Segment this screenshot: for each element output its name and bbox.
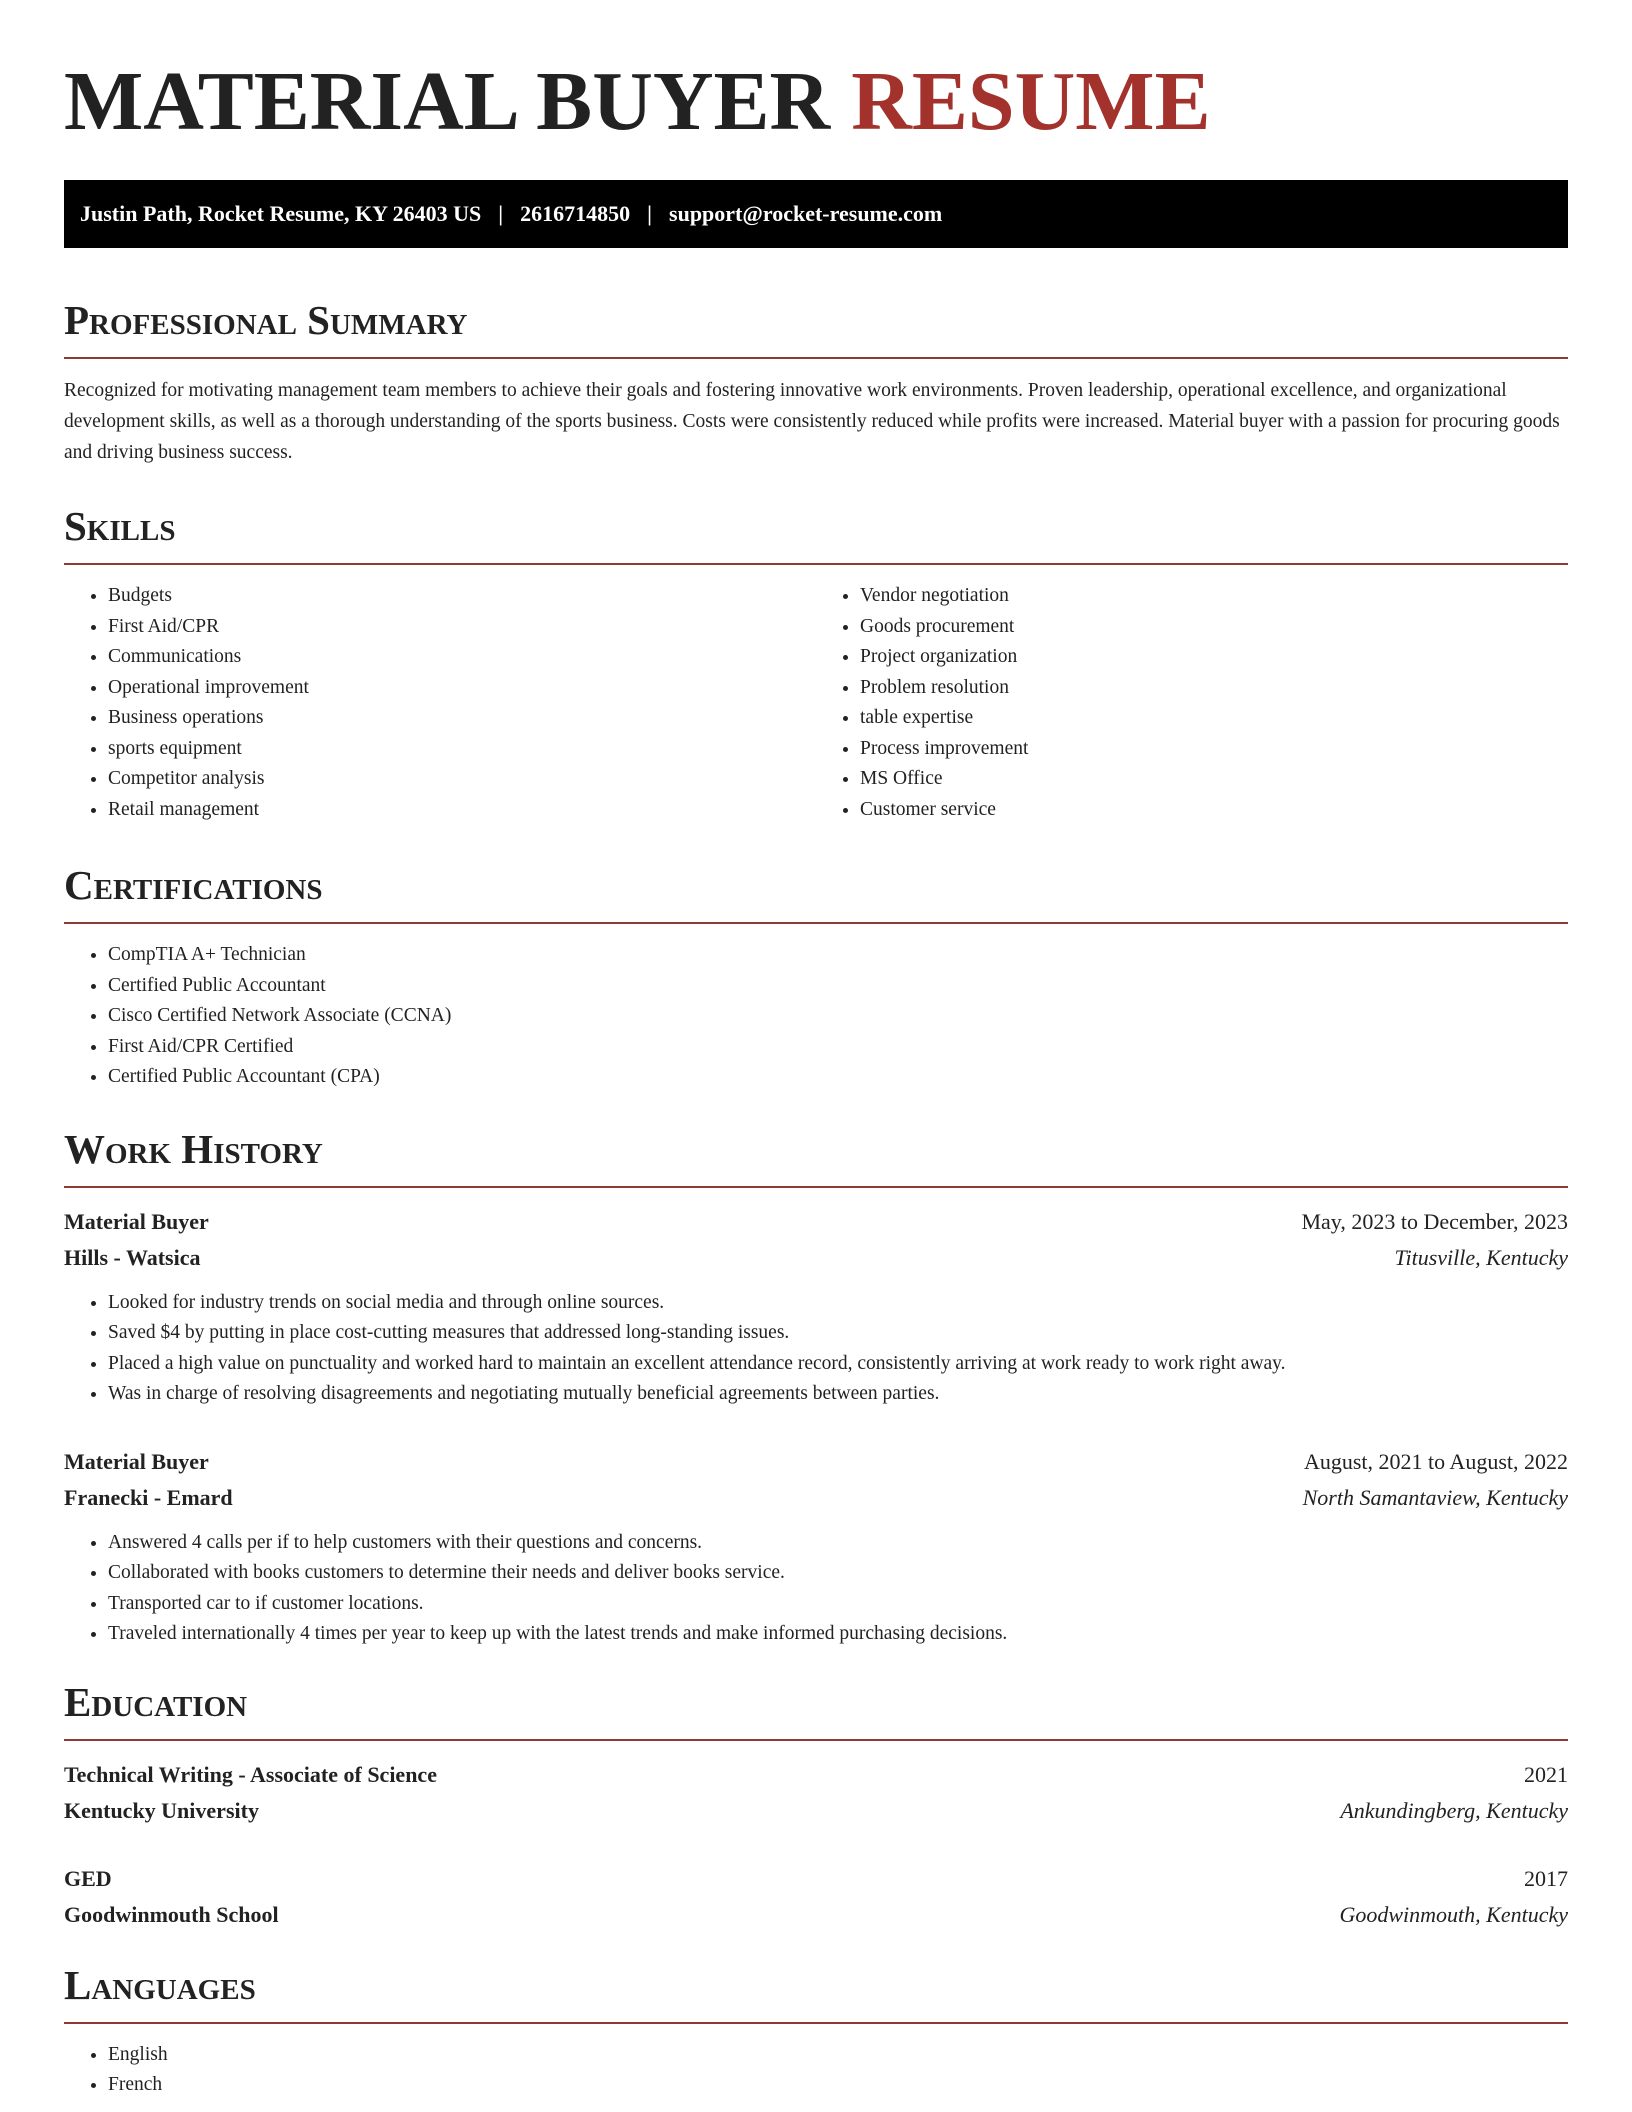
certification-item: • Certified Public Accountant [108,971,1568,1002]
skill-item: • Business operations [108,703,816,734]
job-bullet: • Collaborated with books customers to determine their needs and deliver books service. [108,1558,1568,1589]
skills-section [64,503,1568,825]
education-year: 2021 [1524,1761,1568,1787]
job-entry [64,1204,1568,1410]
job-bullets [64,1528,1568,1650]
title-accent: RESUME [851,55,1211,148]
work-history-section [64,1125,1568,1650]
skill-item: • Customer service [860,795,1568,826]
education-degree-row [64,1757,1568,1793]
job-title-row [64,1204,1568,1240]
job-dates: May, 2023 to December, 2023 [1301,1208,1568,1234]
job-title: Material Buyer [64,1208,209,1234]
education-school: Kentucky University [64,1797,259,1823]
section-heading-skills: Skills [64,506,1568,565]
job-company-row [64,1240,1568,1276]
education-degree: Technical Writing - Associate of Science [64,1761,437,1787]
certifications-section [64,862,1568,1093]
education-degree: GED [64,1865,112,1891]
certification-item: • First Aid/CPR Certified [108,1032,1568,1063]
job-location: North Samantaview, Kentucky [1302,1484,1568,1510]
job-title-row [64,1444,1568,1480]
summary-text: Recognized for motivating management team members to achieve their goals and fostering innovative work environments. Proven leadership, operational excellence, and organizational development skills, as well as a thorough understanding of the sports business. Costs were consistently reduced while profits were increased. Material buyer with a passion for procuring goods and driving business success. [64,380,1560,463]
certifications-list [64,940,1568,1093]
skill-item: • First Aid/CPR [108,612,816,643]
languages-list [64,2040,1568,2101]
skill-item: • Vendor negotiation [860,581,1568,612]
summary-section [64,297,1568,468]
job-dates: August, 2021 to August, 2022 [1303,1448,1568,1474]
job-bullet: • Looked for industry trends on social media and through online sources. [108,1288,1568,1319]
education-section [64,1678,1568,1933]
job-bullet: • Traveled internationally 4 times per year to keep up with the latest trends and make informed purchasing decisions. [108,1619,1568,1650]
job-entry [64,1444,1568,1650]
skill-item: • Budgets [108,581,816,612]
skill-item: • Operational improvement [108,673,816,704]
certification-item: • Cisco Certified Network Associate (CCNA) [108,1001,1568,1032]
job-title: Material Buyer [64,1448,209,1474]
skill-item: • Retail management [108,795,816,826]
contact-phone: 2616714850 [520,201,631,226]
education-entry [64,1861,1568,1933]
job-bullet: • Placed a high value on punctuality and worked hard to maintain an excellent attendance record, consistently arriving at work ready to work right away. [108,1349,1568,1380]
skill-item: • Problem resolution [860,673,1568,704]
section-heading-certifications: Certifications [64,865,1568,924]
skill-item: • table expertise [860,703,1568,734]
education-year: 2017 [1524,1865,1568,1891]
job-bullets [64,1288,1568,1410]
language-item: • French [108,2070,1568,2101]
title-main: MATERIAL BUYER [64,55,831,148]
education-school-row [64,1897,1568,1933]
certification-item: • Certified Public Accountant (CPA) [108,1062,1568,1093]
job-bullet: • Answered 4 calls per if to help customers with their questions and concerns. [108,1528,1568,1559]
contact-email[interactable]: support@rocket-resume.com [669,201,943,226]
skill-item: • Competitor analysis [108,764,816,795]
languages-section [64,1961,1568,2101]
section-heading-education: Education [64,1682,1568,1741]
skill-item: • Project organization [860,642,1568,673]
job-bullet: • Was in charge of resolving disagreements and negotiating mutually beneficial agreements between parties. [108,1379,1568,1410]
job-bullet: • Saved $4 by putting in place cost-cutting measures that addressed long-standing issues. [108,1318,1568,1349]
section-heading-languages: Languages [64,1965,1568,2024]
job-company-row [64,1480,1568,1516]
section-heading-summary: Professional Summary [64,300,1568,359]
education-degree-row [64,1861,1568,1897]
skill-item: • sports equipment [108,734,816,765]
section-heading-work-history: Work History [64,1129,1568,1188]
education-school: Goodwinmouth School [64,1901,279,1927]
education-school-row [64,1793,1568,1829]
skill-item: • Communications [108,642,816,673]
skill-item: • MS Office [860,764,1568,795]
contact-bar [64,180,1568,248]
job-bullet: • Transported car to if customer locations. [108,1589,1568,1620]
education-entry [64,1757,1568,1829]
skills-list-right [816,581,1568,825]
resume-title [64,55,1568,148]
contact-separator: | [647,201,653,226]
skills-grid [64,565,1568,825]
contact-address: Justin Path, Rocket Resume, KY 26403 US [80,201,482,226]
certification-item: • CompTIA A+ Technician [108,940,1568,971]
skill-item: • Process improvement [860,734,1568,765]
language-item: • English [108,2040,1568,2071]
skill-item: • Goods procurement [860,612,1568,643]
education-location: Ankundingberg, Kentucky [1340,1797,1568,1823]
contact-separator: | [498,201,504,226]
job-company: Hills - Watsica [64,1244,201,1270]
education-location: Goodwinmouth, Kentucky [1339,1901,1568,1927]
skills-list-left [64,581,816,825]
job-company: Franecki - Emard [64,1484,233,1510]
job-location: Titusville, Kentucky [1394,1244,1568,1270]
